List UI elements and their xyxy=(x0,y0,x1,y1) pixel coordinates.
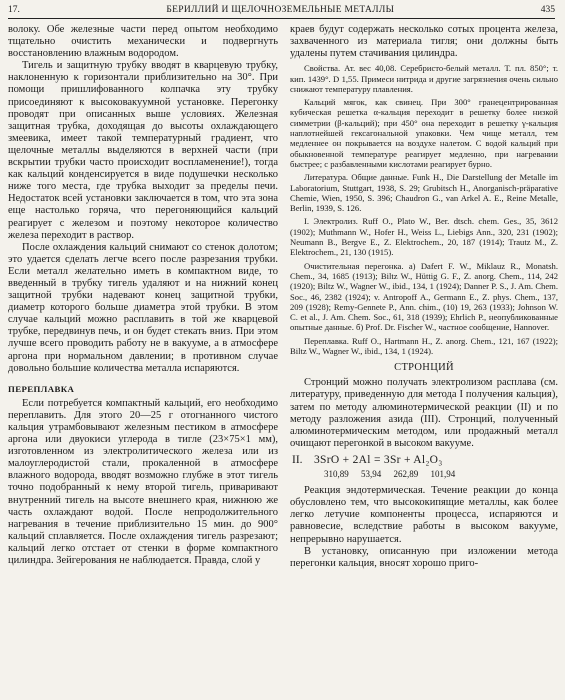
page-number: 435 xyxy=(540,5,555,15)
properties-paragraph: Свойства. Ат. вес 40,08. Серебристо-белый металл. Т. пл. 850°; т. кип. 1439°. D 1,55. Примеси нитрида и другие загрязнения очень сильно снижают температуру плавления. xyxy=(290,63,558,94)
right-column xyxy=(290,24,558,698)
section-number: 17. xyxy=(8,5,20,15)
literature-paragraph: I. Электролиз. Ruff O., Plato W., Ber. dtsch. chem. Ges., 35, 3612 (1902); Muthmann W., Hofer H., Weiss L., Liebigs Ann., 320, 231 (1902); Neumann B., Bergve E., Z. Elektrochem., 20, 187 (1914); Trautz M., Z. Elektrochem., 21, 130 (1915). xyxy=(290,216,558,258)
chemical-equation xyxy=(290,454,558,466)
paragraph: волоку. Обе железные части перед опытом необходимо тщательно очистить механически и подвергнуть восстановлению влажным водородом. xyxy=(8,24,278,60)
equation-label: II. xyxy=(292,453,303,466)
chapter-title: БЕРИЛЛИЙ И ЩЕЛОЧНОЗЕМЕЛЬНЫЕ МЕТАЛЛЫ xyxy=(166,5,395,15)
paragraph: Реакция эндотермическая. Течение реакции до конца обусловлено тем, что высококипящие металлы, как более легко летучие компоненты процесса, испаряются и равновесие, вследствие работы в высоком вакууме, непрерывно нарушается. xyxy=(290,485,558,545)
literature-paragraph: Литература. Общие данные. Funk H., Die Darstellung der Metalle im Laboratorium, Stuttgart, 1938, S. 29; Grubitsch H., Anorganisch-präparative Chemie, Wien, 1950, S. 396; Chaudron G., van Arkel A. E., Reine Metalle, Berlin, 1939, S. 126. xyxy=(290,172,558,214)
running-header xyxy=(8,2,555,19)
literature-paragraph: Очистительная перегонка. а) Dafert F. W., Miklauz R., Monatsh. Chem., 34, 1685 (1913); Biltz W., Hüttig G. F., Z. anorg. Chem., 114, 242 (1920); Biltz W., Wagner W., ibid., 134, 1 (1924); Danner P. S., J. Am. Chem. Soc., 46, 2382 (1924); v. Antropoff A., Germann E., Z. phys. Chem., 137, 209 (1928); Remy-Gennete P., Ann. chim., (10) 19, 263 (1933); Johnson W. C. et al., J. Am. Chem. Soc., 61, 318 (1939); Ehrlich P., неопубликованные опытные данные. б) Prof. Dr. Fischer W., частное сообщение, Hannover. xyxy=(290,260,558,333)
left-column xyxy=(8,24,278,698)
section-title: СТРОНЦИЙ xyxy=(394,362,454,374)
paragraph: После охлаждения кальций снимают со стенок долотом; это удается сделать легче всего после разрезания трубки. Если металл желательно иметь в компактном виде, то введенный в трубку тигель удаляют и на нижний конец защитной трубки надевают конец защитной трубки, диаметр которого больше диаметра этой трубки. В этом случае кальций можно расплавить в той же кварцевой трубке, передвинув печь, и он будет стекать вниз. При этом лучше всего проводить работу не в вакууме, а в атмосфере аргона при нормальном давлении; в противном случае довольно большие количества металла испаряются. xyxy=(8,241,278,374)
properties-paragraph: Кальций мягок, как свинец. При 300° гранецентрированная кубическая решетка α-кальция переходит в решетку более низкой симметрии (β-кальций); при 450° она переходит в решетку γ-кальция наплотнейшей гексагональной упаковки. Чем чище металл, тем медленнее он покрывается на воздухе налетом. С водой кальций при обыкновенной температуре реагирует медленно, при нагревании быстрее; с разбавленными кислотами реагирует бурно. xyxy=(290,97,558,169)
paragraph: Тигель и защитную трубку вводят в кварцевую трубку, наклоненную к горизонтали приблизительно на 30°. При помощи пришлифованного колпачка эту трубку присоединяют к высоковакуумной установке. Перегонку проводят при описанных выше условиях. Железная защитная трубка, доходящая до высоты охлаждающего змеевика, имеет такой температурный градиент, что щелочные металлы выделяются в верхней части (при вскрытии трубки часто происходит воспламенение!), тогда как кальций конденсируется в виде подушечки несколько ниже того места, где трубка выходит за пределы печи. Недостаток всей установки заключается в том, что эта зона еще настолько горяча, что перегоняющийся кальций реагирует с железом и поэтому некоторое количество железа переходит в раствор. xyxy=(8,60,278,241)
paragraph: краев будут содержать несколько сотых процента железа, захваченного из материала тигля; они должны быть удалены путем стачивания цилиндра. xyxy=(290,24,558,60)
section-heading: ПЕРЕПЛАВКА xyxy=(8,383,75,394)
equation-expression: 3SrO + 2Al = 3Sr + Al₂O₃ xyxy=(314,453,443,466)
paragraph: Если потребуется компактный кальций, его необходимо переплавить. Для этого 20—25 г отогнанного чистого кальция утрамбовывают железным пестиком в атмосфере аргона или двуокиси углерода в тигле (23×75×1 мм), изготовленном из электролитического железа или из малоуглеродистой стали, прокаленной в атмосфере влажного водорода, вводят возможно глубже в этот тигель точно подобранный к нему второй тигель, приваривают внутренний тигель на высоте внешнего края, нижнюю же часть охлаждают водой. После непродолжительного нагревания в течение приблизительно 15 мин. до 900° кальций сплавляется. После охлаждения тигель разрезают; кальций легко отстает от стенки в форме компактного цилиндра. Зейгерования не наблюдается. Правда, слой у xyxy=(8,397,278,567)
paragraph: В установку, описанную при изложении метода перегонки кальция, вносят хорошо приго- xyxy=(290,545,558,569)
literature-paragraph: Переплавка. Ruff O., Hartmann H., Z. anorg. Chem., 121, 167 (1922); Biltz W., Wagner W., ibid., 134, 1 (1924). xyxy=(290,335,558,356)
molar-masses: 310,89 53,94 262,89 101,94 xyxy=(324,469,456,480)
paragraph: Стронций можно получать электролизом расплава (см. литературу, приведенную для метода I получения кальция), затем по методу алюминотермической реакции (II) и по методу разложения азида (III). Стронций, полученный алюминотермическим методом, или продажный металл очищают перегонкой в высоком вакууме. xyxy=(290,377,558,449)
